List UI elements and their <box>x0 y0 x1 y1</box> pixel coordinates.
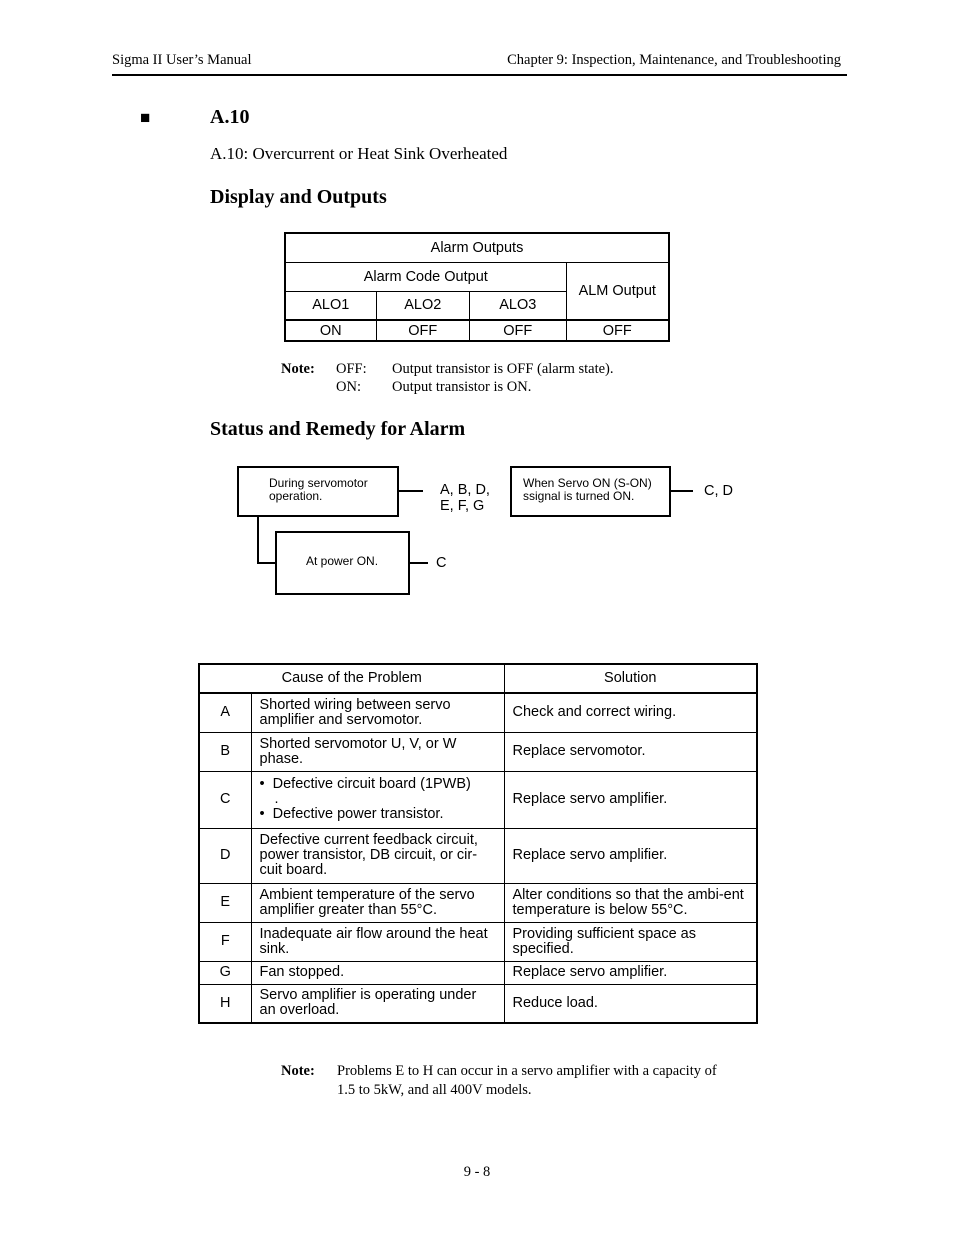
note-text-on: Output transistor is ON. <box>392 379 532 395</box>
row-id: G <box>199 961 251 984</box>
row-id: D <box>199 828 251 883</box>
note-key-off: OFF: <box>336 361 367 377</box>
row-cause: Defective current feedback circuit, power transistor, DB circuit, or cir-cuit board. <box>251 828 504 883</box>
alm-output-header: ALM Output <box>566 262 669 320</box>
alo2-value: OFF <box>376 320 470 341</box>
section-bullet-icon: ■ <box>140 108 151 127</box>
cause-solution-table <box>198 663 758 1024</box>
table-row <box>199 883 757 922</box>
servo-on-text: When Servo ON (S-ON) ssignal is turned ON. <box>523 476 652 503</box>
row-id: F <box>199 922 251 961</box>
row-cause: Ambient temperature of the servo amplifier greater than 55°C. <box>251 883 504 922</box>
table-row <box>199 922 757 961</box>
during-operation-causes-line2: E, F, G <box>440 498 485 514</box>
servo-on-connector <box>671 490 693 492</box>
row-cause: Shorted wiring between servo amplifier and servomotor. <box>251 693 504 732</box>
during-operation-text: During servomotor operation. <box>269 476 368 503</box>
servo-on-box <box>510 466 671 517</box>
power-on-text: At power ON. <box>306 554 379 568</box>
power-on-connector <box>410 562 428 564</box>
alo2-header: ALO2 <box>376 291 470 320</box>
row-id: C <box>199 771 251 828</box>
table-row <box>199 771 757 828</box>
header-rule <box>112 74 847 76</box>
table-row <box>199 984 757 1023</box>
header-manual-title: Sigma II User’s Manual <box>112 52 252 68</box>
row-id: A <box>199 693 251 732</box>
alarm-code-output-header: Alarm Code Output <box>285 262 566 291</box>
row-id: H <box>199 984 251 1023</box>
table-row <box>199 732 757 771</box>
alm-value: OFF <box>566 320 669 341</box>
cause-header: Cause of the Problem <box>199 664 504 693</box>
alo3-header: ALO3 <box>470 291 566 320</box>
row-id: B <box>199 732 251 771</box>
alo1-header: ALO1 <box>285 291 376 320</box>
alarm-outputs-table <box>284 232 670 342</box>
connector-horizontal <box>257 562 277 564</box>
during-operation-box <box>237 466 399 517</box>
bottom-note-line1: Problems E to H can occur in a servo amplifier with a capacity of <box>337 1063 717 1079</box>
note-text-off: Output transistor is OFF (alarm state). <box>392 361 614 377</box>
servo-on-causes: C, D <box>704 483 733 499</box>
connector-vertical <box>257 514 259 564</box>
status-remedy-heading: Status and Remedy for Alarm <box>210 418 466 440</box>
alarm-outputs-header: Alarm Outputs <box>285 233 669 262</box>
row-cause: Inadequate air flow around the heat sink. <box>251 922 504 961</box>
note-label: Note: <box>281 361 315 377</box>
solution-header: Solution <box>504 664 757 693</box>
header-chapter-title: Chapter 9: Inspection, Maintenance, and Troubleshooting <box>507 52 841 68</box>
row-solution: Check and correct wiring. <box>504 693 757 732</box>
table-row <box>199 828 757 883</box>
row-solution: Replace servomotor. <box>504 732 757 771</box>
row-solution: Providing sufficient space as specified. <box>504 922 757 961</box>
alo1-value: ON <box>285 320 376 341</box>
during-operation-causes <box>440 482 490 514</box>
power-on-causes: C <box>436 555 447 571</box>
during-operation-connector <box>399 490 423 492</box>
during-operation-causes-line1: A, B, D, <box>440 482 490 498</box>
row-cause: • Defective circuit board (1PWB) . • Defective power transistor. <box>251 771 504 828</box>
row-solution: Replace servo amplifier. <box>504 771 757 828</box>
table-row <box>199 961 757 984</box>
bottom-note-label: Note: <box>281 1063 315 1079</box>
row-solution: Replace servo amplifier. <box>504 961 757 984</box>
row-cause: Servo amplifier is operating under an overload. <box>251 984 504 1023</box>
table-row <box>199 693 757 732</box>
bottom-note-line2: 1.5 to 5kW, and all 400V models. <box>337 1082 532 1098</box>
row-solution: Reduce load. <box>504 984 757 1023</box>
power-on-box <box>275 531 410 595</box>
row-cause: Shorted servomotor U, V, or W phase. <box>251 732 504 771</box>
row-cause: Fan stopped. <box>251 961 504 984</box>
cause-bullet: Defective power transistor. <box>272 806 444 822</box>
row-id: E <box>199 883 251 922</box>
section-title: A.10 <box>210 106 250 128</box>
display-outputs-heading: Display and Outputs <box>210 186 387 208</box>
row-solution: Replace servo amplifier. <box>504 828 757 883</box>
section-subtitle: A.10: Overcurrent or Heat Sink Overheated <box>210 144 508 163</box>
alo3-value: OFF <box>470 320 566 341</box>
note-key-on: ON: <box>336 379 361 395</box>
cause-bullet: Defective circuit board (1PWB) <box>272 776 471 792</box>
page-number: 9 - 8 <box>463 1164 491 1180</box>
cause-bullet: . <box>274 791 279 807</box>
row-solution: Alter conditions so that the ambi-ent temperature is below 55°C. <box>504 883 757 922</box>
